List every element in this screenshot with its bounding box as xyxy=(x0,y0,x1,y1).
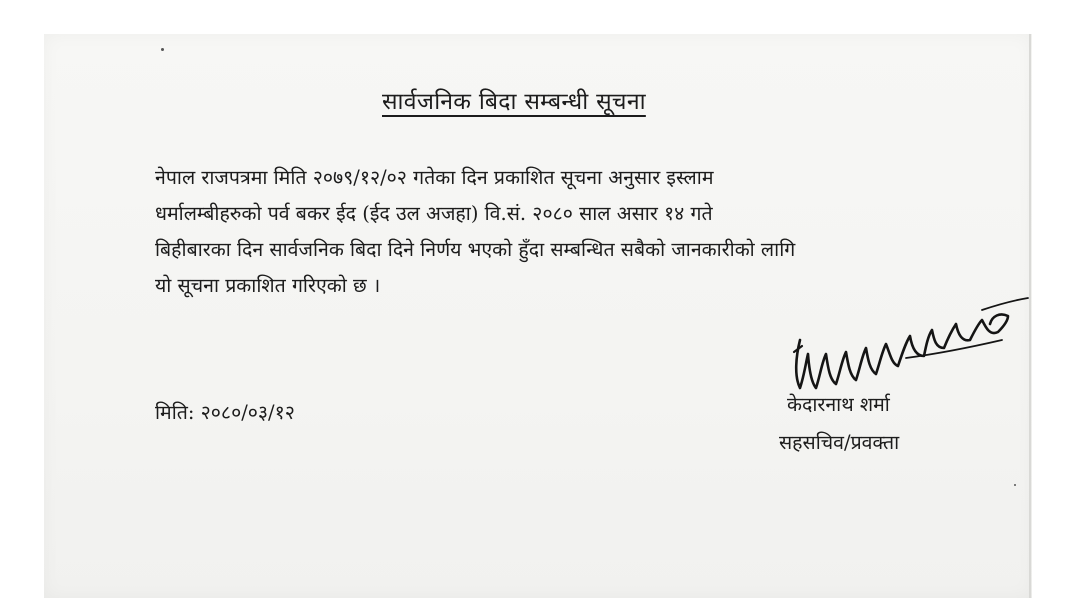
signer-title: सहसचिव/प्रवक्ता xyxy=(779,431,900,454)
signer-name: केदारनाथ शर्मा xyxy=(787,393,890,416)
notice-line: धर्मालम्बीहरुको पर्व बकर ईद (ईद उल अजहा) वि.सं. २०८० साल असार १४ गते xyxy=(155,202,713,225)
scan-speck xyxy=(1014,484,1016,486)
notice-title: सार्वजनिक बिदा सम्बन्धी सूचना xyxy=(382,89,646,115)
notice-line: नेपाल राजपत्रमा मिति २०७९/१२/०२ गतेका दिन प्रकाशित सूचना अनुसार इस्लाम xyxy=(155,166,714,189)
scan-speck xyxy=(161,48,164,51)
notice-body xyxy=(155,160,940,304)
notice-date: मिति: २०८०/०३/१२ xyxy=(155,401,295,424)
notice-line: बिहीबारका दिन सार्वजनिक बिदा दिने निर्णय भएको हुँदा सम्बन्धित सबैको जानकारीको लागि xyxy=(155,238,796,261)
notice-line: यो सूचना प्रकाशित गरिएको छ । xyxy=(155,274,381,297)
